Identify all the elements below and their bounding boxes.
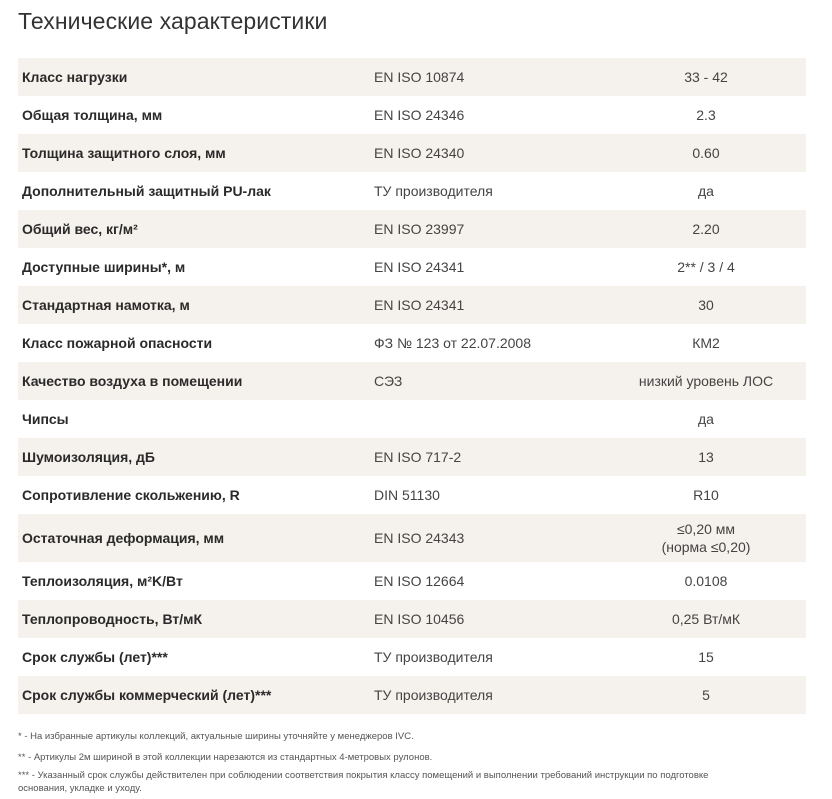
table-row [18,134,806,172]
spec-method: DIN 51130 [374,476,606,514]
spec-name: Общий вес, кг/м² [18,210,374,248]
spec-name: Доступные ширины*, м [18,248,374,286]
spec-value [606,514,806,562]
spec-method: EN ISO 24341 [374,248,606,286]
footnote-widths: * - На избранные артикулы коллекций, актуальные ширины уточняйте у менеджеров IVC. [18,731,414,742]
spec-name: Чипсы [18,400,374,438]
spec-name: Класс нагрузки [18,58,374,96]
spec-method: EN ISO 23997 [374,210,606,248]
spec-method: СЭЗ [374,362,606,400]
spec-value-line: ≤0,20 мм [676,521,736,537]
spec-value: да [606,400,806,438]
table-row [18,286,806,324]
spec-method [374,400,606,438]
table-row [18,400,806,438]
spec-value: 0,25 Вт/мК [606,600,806,638]
spec-name: Срок службы коммерческий (лет)*** [18,676,374,714]
table-row [18,210,806,248]
spec-method: EN ISO 717-2 [374,438,606,476]
spec-value: 2.3 [606,96,806,134]
spec-table [18,58,806,714]
spec-name: Общая толщина, мм [18,96,374,134]
table-row [18,562,806,600]
table-row [18,58,806,96]
table-row [18,438,806,476]
spec-name: Теплоизоляция, м²K/Вт [18,562,374,600]
spec-name: Дополнительный защитный PU-лак [18,172,374,210]
spec-value: 13 [606,438,806,476]
spec-name: Стандартная намотка, м [18,286,374,324]
spec-name: Качество воздуха в помещении [18,362,374,400]
spec-value: 0.60 [606,134,806,172]
spec-value: 30 [606,286,806,324]
spec-method: EN ISO 24340 [374,134,606,172]
page-title: Технические характеристики [18,8,328,34]
table-row [18,248,806,286]
spec-method: ТУ производителя [374,676,606,714]
spec-name: Остаточная деформация, мм [18,514,374,562]
table-row [18,600,806,638]
footnote-service-life: *** - Указанный срок службы действителен при соблюдении соответствия покрытия классу помещений и выполнении требований инструкции по подготовке основания, укладке и уходу. [18,770,709,794]
table-row [18,476,806,514]
spec-method: EN ISO 24341 [374,286,606,324]
table-row [18,514,806,562]
spec-name: Шумоизоляция, дБ [18,438,374,476]
spec-value: 0.0108 [606,562,806,600]
spec-method: EN ISO 24343 [374,514,606,562]
table-row [18,96,806,134]
spec-value: R10 [606,476,806,514]
spec-name: Класс пожарной опасности [18,324,374,362]
spec-method: ФЗ № 123 от 22.07.2008 [374,324,606,362]
spec-value: 5 [606,676,806,714]
spec-method: EN ISO 24346 [374,96,606,134]
spec-value: да [606,172,806,210]
spec-value-note: (норма ≤0,20) [661,539,751,555]
footnote-2m-widths: ** - Артикулы 2м шириной в этой коллекции нарезаются из стандартных 4-метровых рулонов. [18,752,433,763]
spec-value: 15 [606,638,806,676]
spec-method: EN ISO 10874 [374,58,606,96]
table-row [18,676,806,714]
spec-name: Толщина защитного слоя, мм [18,134,374,172]
spec-value: 2** / 3 / 4 [606,248,806,286]
table-row [18,324,806,362]
spec-method: EN ISO 10456 [374,600,606,638]
spec-value: 2.20 [606,210,806,248]
table-row [18,362,806,400]
spec-method: ТУ производителя [374,638,606,676]
spec-value: 33 - 42 [606,58,806,96]
spec-name: Теплопроводность, Вт/мК [18,600,374,638]
spec-method: EN ISO 12664 [374,562,606,600]
spec-name: Сопротивление скольжению, R [18,476,374,514]
spec-name: Срок службы (лет)*** [18,638,374,676]
spec-value: КМ2 [606,324,806,362]
spec-value: низкий уровень ЛОС [606,362,806,400]
table-row [18,172,806,210]
spec-method: ТУ производителя [374,172,606,210]
table-row [18,638,806,676]
